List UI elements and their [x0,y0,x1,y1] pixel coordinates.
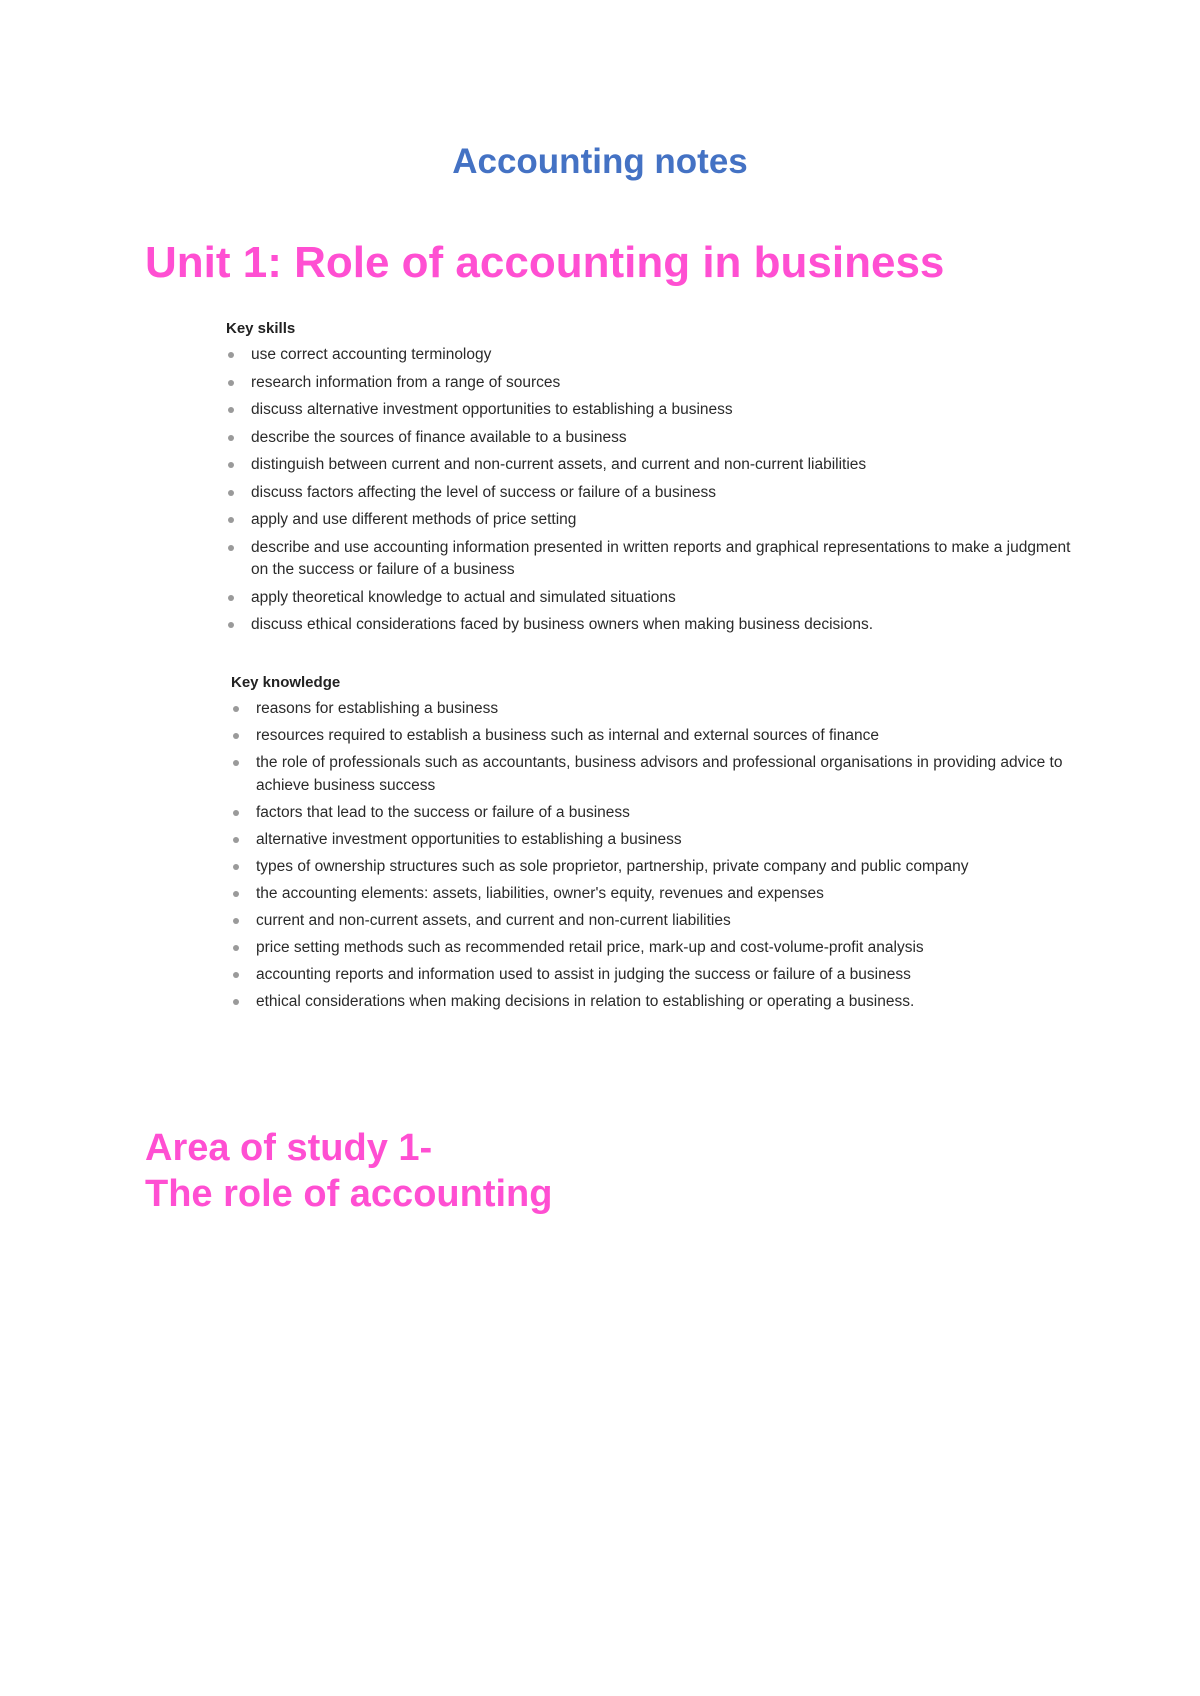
bullet-icon [228,517,234,523]
unit-heading: Unit 1: Role of accounting in business [145,238,945,287]
list-item-text: discuss alternative investment opportunities to establishing a business [251,401,733,418]
bullet-icon [228,407,234,413]
list-item-text: describe and use accounting information presented in written reports and graphical representations to make a judgment on the success or failure of a business [251,538,1071,578]
list-item [231,802,1091,825]
bullet-icon [233,891,239,897]
list-item-text: apply and use different methods of price setting [251,511,577,528]
list-item [231,910,1091,933]
list-item [231,725,1091,748]
bullet-icon [228,595,234,601]
list-item-text: research information from a range of sources [251,373,561,391]
bullet-icon [233,972,239,978]
list-item-text: the accounting elements: assets, liabilities, owner's equity, revenues and expenses [256,884,824,902]
list-item [226,537,1086,582]
list-item-text: discuss ethical considerations faced by business owners when making business decisions. [251,616,874,633]
bullet-icon [233,918,239,924]
list-item-text: types of ownership structures such as sole proprietor, partnership, private company and public company [256,857,969,875]
bullet-icon [228,352,234,358]
bullet-icon [233,837,239,843]
bullet-icon [228,462,234,468]
bullet-icon [233,945,239,951]
bullet-icon [233,999,239,1005]
bullet-icon [233,706,239,712]
list-item-text: price setting methods such as recommended retail price, mark-up and cost-volume-profit analysis [256,938,924,956]
list-item [231,698,1091,721]
key-skills-section [226,320,1086,642]
bullet-icon [228,490,234,496]
list-item [231,752,1091,797]
area-of-study-line-2: The role of accounting [145,1173,553,1215]
key-knowledge-heading: Key knowledge [231,674,341,691]
key-knowledge-list [231,698,1091,1013]
key-skills-list [226,344,1086,637]
list-item [226,454,1086,477]
list-item-text: alternative investment opportunities to establishing a business [256,830,682,848]
list-item [231,856,1091,879]
bullet-icon [233,864,239,870]
list-item-text: ethical considerations when making decisions in relation to establishing or operating a business. [256,992,915,1010]
list-item-text: accounting reports and information used to assist in judging the success or failure of a business [256,965,911,983]
list-item [231,883,1091,906]
list-item [231,829,1091,852]
bullet-icon [228,622,234,628]
list-item [226,399,1086,422]
list-item-text: use correct accounting terminology [251,346,492,363]
list-item-text: apply theoretical knowledge to actual and simulated situations [251,588,676,606]
list-item-text: current and non-current assets, and current and non-current liabilities [256,911,731,929]
list-item [226,509,1086,532]
list-item [231,937,1091,960]
list-item [231,991,1091,1014]
list-item-text: factors that lead to the success or failure of a business [256,803,630,821]
bullet-icon [228,380,234,386]
document-title: Accounting notes [452,142,748,181]
list-item-text: distinguish between current and non-current assets, and current and non-current liabilities [251,456,867,473]
list-item-text: describe the sources of finance available to a business [251,428,627,446]
list-item [226,614,1086,637]
list-item-text: the role of professionals such as accountants, business advisors and professional organisations in providing advice to achieve business success [256,754,1063,794]
bullet-icon [233,760,239,766]
list-item [226,372,1086,395]
list-item [226,482,1086,505]
area-of-study-line-1: Area of study 1- [145,1127,433,1169]
list-item-text: discuss factors affecting the level of success or failure of a business [251,483,716,501]
area-of-study-heading [145,1125,552,1217]
list-item [231,964,1091,987]
bullet-icon [228,435,234,441]
list-item-text: reasons for establishing a business [256,700,499,717]
list-item [226,587,1086,610]
key-knowledge-section [231,674,1091,1018]
list-item [226,344,1086,367]
list-item [226,427,1086,450]
list-item-text: resources required to establish a business such as internal and external sources of finance [256,727,879,744]
bullet-icon [228,545,234,551]
bullet-icon [233,810,239,816]
key-skills-heading: Key skills [226,320,296,337]
bullet-icon [233,733,239,739]
